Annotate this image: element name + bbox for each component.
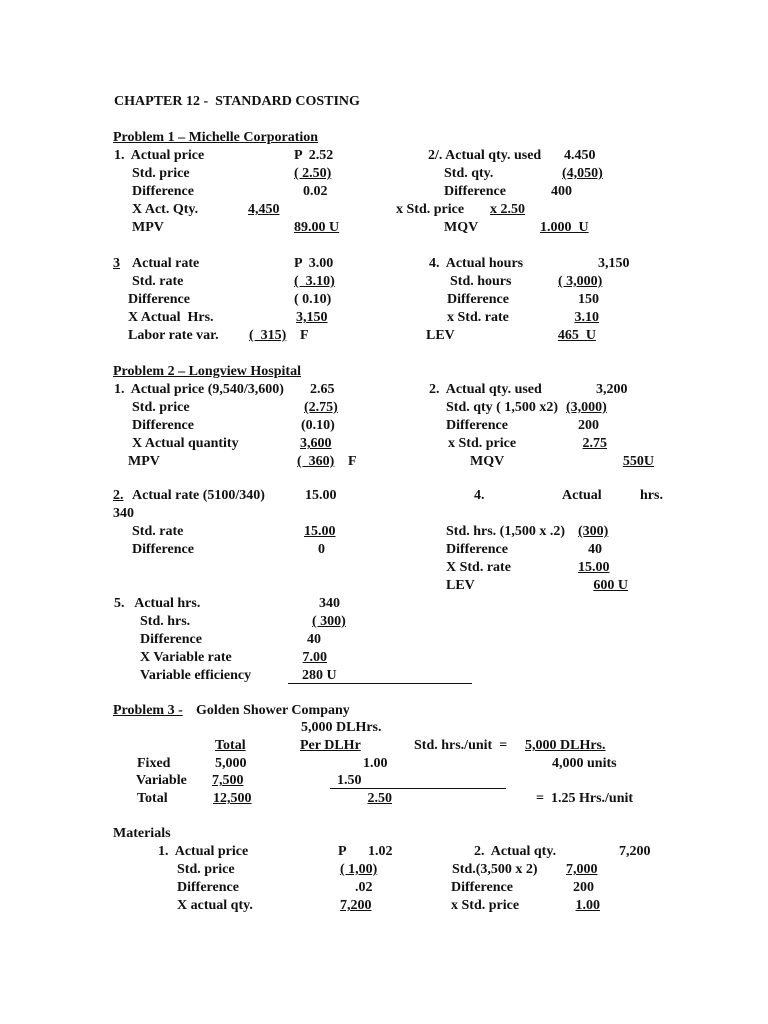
item-number: 2. <box>113 488 124 503</box>
value: (4,050) <box>562 166 603 181</box>
label: x Std. price <box>451 898 520 913</box>
value: 280 U <box>302 668 337 683</box>
label-continued: 340 <box>113 506 134 521</box>
value: 3,150 <box>296 310 328 325</box>
value-flag: F <box>300 328 309 343</box>
value: 200 <box>573 880 594 895</box>
value: 1.000 U <box>540 220 589 235</box>
value-prefix: P <box>338 844 347 859</box>
label: X Std. rate <box>446 560 511 575</box>
value: 15.00 <box>578 560 610 575</box>
page-title: CHAPTER 12 - STANDARD COSTING <box>114 94 360 109</box>
value: 7,200 <box>619 844 651 859</box>
label: MPV <box>132 220 164 235</box>
problem-3-heading-company: Golden Shower Company <box>196 703 350 718</box>
value: ( 315) <box>249 328 287 343</box>
label: Actual <box>562 488 602 503</box>
value: ( 360) <box>297 454 335 469</box>
value: 3,150 <box>598 256 630 271</box>
value: x 2.50 <box>490 202 525 217</box>
problem-1-heading: Problem 1 – Michelle Corporation <box>113 130 319 145</box>
label: Difference <box>446 542 508 557</box>
value: 1.00 <box>575 898 600 913</box>
value: ( 300) <box>312 614 346 629</box>
label: Difference <box>444 184 506 199</box>
label: Difference <box>451 880 513 895</box>
label: Difference <box>140 632 202 647</box>
label: Difference <box>447 292 509 307</box>
label: LEV <box>426 328 455 343</box>
label: 5. Actual hrs. <box>114 596 201 611</box>
row-total: 5,000 <box>215 756 247 771</box>
item-number: 3 <box>113 256 120 271</box>
column-header-total: Total <box>215 738 246 753</box>
label: x Std. price <box>448 436 517 451</box>
label: X Act. Qty. <box>132 202 199 217</box>
value: 550U <box>622 454 654 469</box>
label: Std. hours <box>450 274 512 289</box>
value: 40 <box>588 542 602 557</box>
value: 89.00 U <box>294 220 340 235</box>
value: (300) <box>578 524 609 539</box>
label: Std. rate <box>132 524 184 539</box>
value: 2.75 <box>582 436 607 451</box>
value: 400 <box>551 184 572 199</box>
formula-denominator: 4,000 units <box>552 756 617 771</box>
value: ( 3,000) <box>558 274 603 289</box>
row-total: 7,500 <box>212 773 244 788</box>
value: P 3.00 <box>294 256 334 271</box>
label: LEV <box>446 578 475 593</box>
label: X Actual quantity <box>132 436 239 451</box>
value: 340 <box>319 596 340 611</box>
label: Std. hrs. (1,500 x .2) <box>446 524 566 539</box>
value: (2.75) <box>304 400 338 415</box>
value: 0 <box>318 542 325 557</box>
label: 2. Actual qty. used <box>429 382 542 397</box>
label: X actual qty. <box>177 898 253 913</box>
label: X Actual Hrs. <box>128 310 214 325</box>
value: 0.02 <box>303 184 328 199</box>
problem-3-heading-label: Problem 3 - <box>113 703 183 718</box>
value-flag: F <box>348 454 357 469</box>
label: Labor rate var. <box>128 328 219 343</box>
label: Std. price <box>132 400 190 415</box>
label: Actual rate <box>132 256 200 271</box>
label: Std. price <box>177 862 235 877</box>
value: .02 <box>355 880 373 895</box>
label: Actual rate (5100/340) <box>132 488 265 503</box>
row-label: Fixed <box>137 756 171 771</box>
row-per-dlhr: 1.50 <box>337 773 362 788</box>
value: 15.00 <box>305 488 337 503</box>
value: 3.10 <box>574 310 599 325</box>
value: 3,600 <box>300 436 332 451</box>
label: 4. Actual hours <box>429 256 524 271</box>
value: ( 0.10) <box>294 292 332 307</box>
label: Std. hrs. <box>140 614 191 629</box>
value: 150 <box>578 292 599 307</box>
label: 2. Actual qty. <box>474 844 557 859</box>
label: Difference <box>128 292 190 307</box>
label: Difference <box>132 542 194 557</box>
label: Std.(3,500 x 2) <box>452 862 538 877</box>
value: 465 U <box>557 328 596 343</box>
value: 7,200 <box>340 898 372 913</box>
label: x Std. price <box>396 202 465 217</box>
label: Std. qty. <box>444 166 494 181</box>
value: 7.00 <box>302 650 327 665</box>
label: MQV <box>470 454 505 469</box>
value: P 2.52 <box>294 148 334 163</box>
label: 2/. Actual qty. used <box>428 148 542 163</box>
label: Difference <box>132 418 194 433</box>
label: MPV <box>128 454 160 469</box>
value: (3,000) <box>566 400 607 415</box>
value: 4,450 <box>248 202 280 217</box>
value: 1.02 <box>368 844 393 859</box>
value: 200 <box>578 418 599 433</box>
label: Std. qty ( 1,500 x2) <box>446 400 559 415</box>
value: 600 U <box>593 578 628 593</box>
value: 15.00 <box>304 524 336 539</box>
value: 3,200 <box>596 382 628 397</box>
materials-heading: Materials <box>113 826 171 841</box>
label: 1. Actual price (9,540/3,600) <box>114 382 284 397</box>
value: 4.450 <box>564 148 596 163</box>
label: 1. Actual price <box>114 148 205 163</box>
label: x Std. rate <box>447 310 509 325</box>
value: 40 <box>307 632 321 647</box>
underline-rule <box>288 683 472 684</box>
formula-numerator: 5,000 DLHrs. <box>525 738 606 753</box>
value: (0.10) <box>301 418 335 433</box>
value: ( 2.50) <box>294 166 332 181</box>
value: ( 3.10) <box>294 274 335 289</box>
label: Variable efficiency <box>140 668 252 683</box>
label: Std. rate <box>132 274 184 289</box>
item-number: 4. <box>474 488 485 503</box>
label: Difference <box>132 184 194 199</box>
formula-result: = 1.25 Hrs./unit <box>536 791 634 806</box>
underline-rule <box>330 788 506 789</box>
row-label: Variable <box>136 773 187 788</box>
row-label: Total <box>137 791 168 806</box>
column-header-top: 5,000 DLHrs. <box>301 720 382 735</box>
label: hrs. <box>640 488 663 503</box>
formula-label: Std. hrs./unit = <box>414 738 508 753</box>
value: 7,000 <box>566 862 598 877</box>
label: Std. price <box>132 166 190 181</box>
row-total: 12,500 <box>213 791 252 806</box>
value: ( 1,00) <box>340 862 378 877</box>
label: X Variable rate <box>140 650 232 665</box>
row-per-dlhr: 2.50 <box>367 791 392 806</box>
label: Difference <box>177 880 239 895</box>
label: Difference <box>446 418 508 433</box>
value: 2.65 <box>310 382 335 397</box>
label: MQV <box>444 220 479 235</box>
label: 1. Actual price <box>158 844 249 859</box>
column-header-per-dlhr: Per DLHr <box>300 738 361 753</box>
row-per-dlhr: 1.00 <box>363 756 388 771</box>
problem-2-heading: Problem 2 – Longview Hospital <box>113 364 301 379</box>
